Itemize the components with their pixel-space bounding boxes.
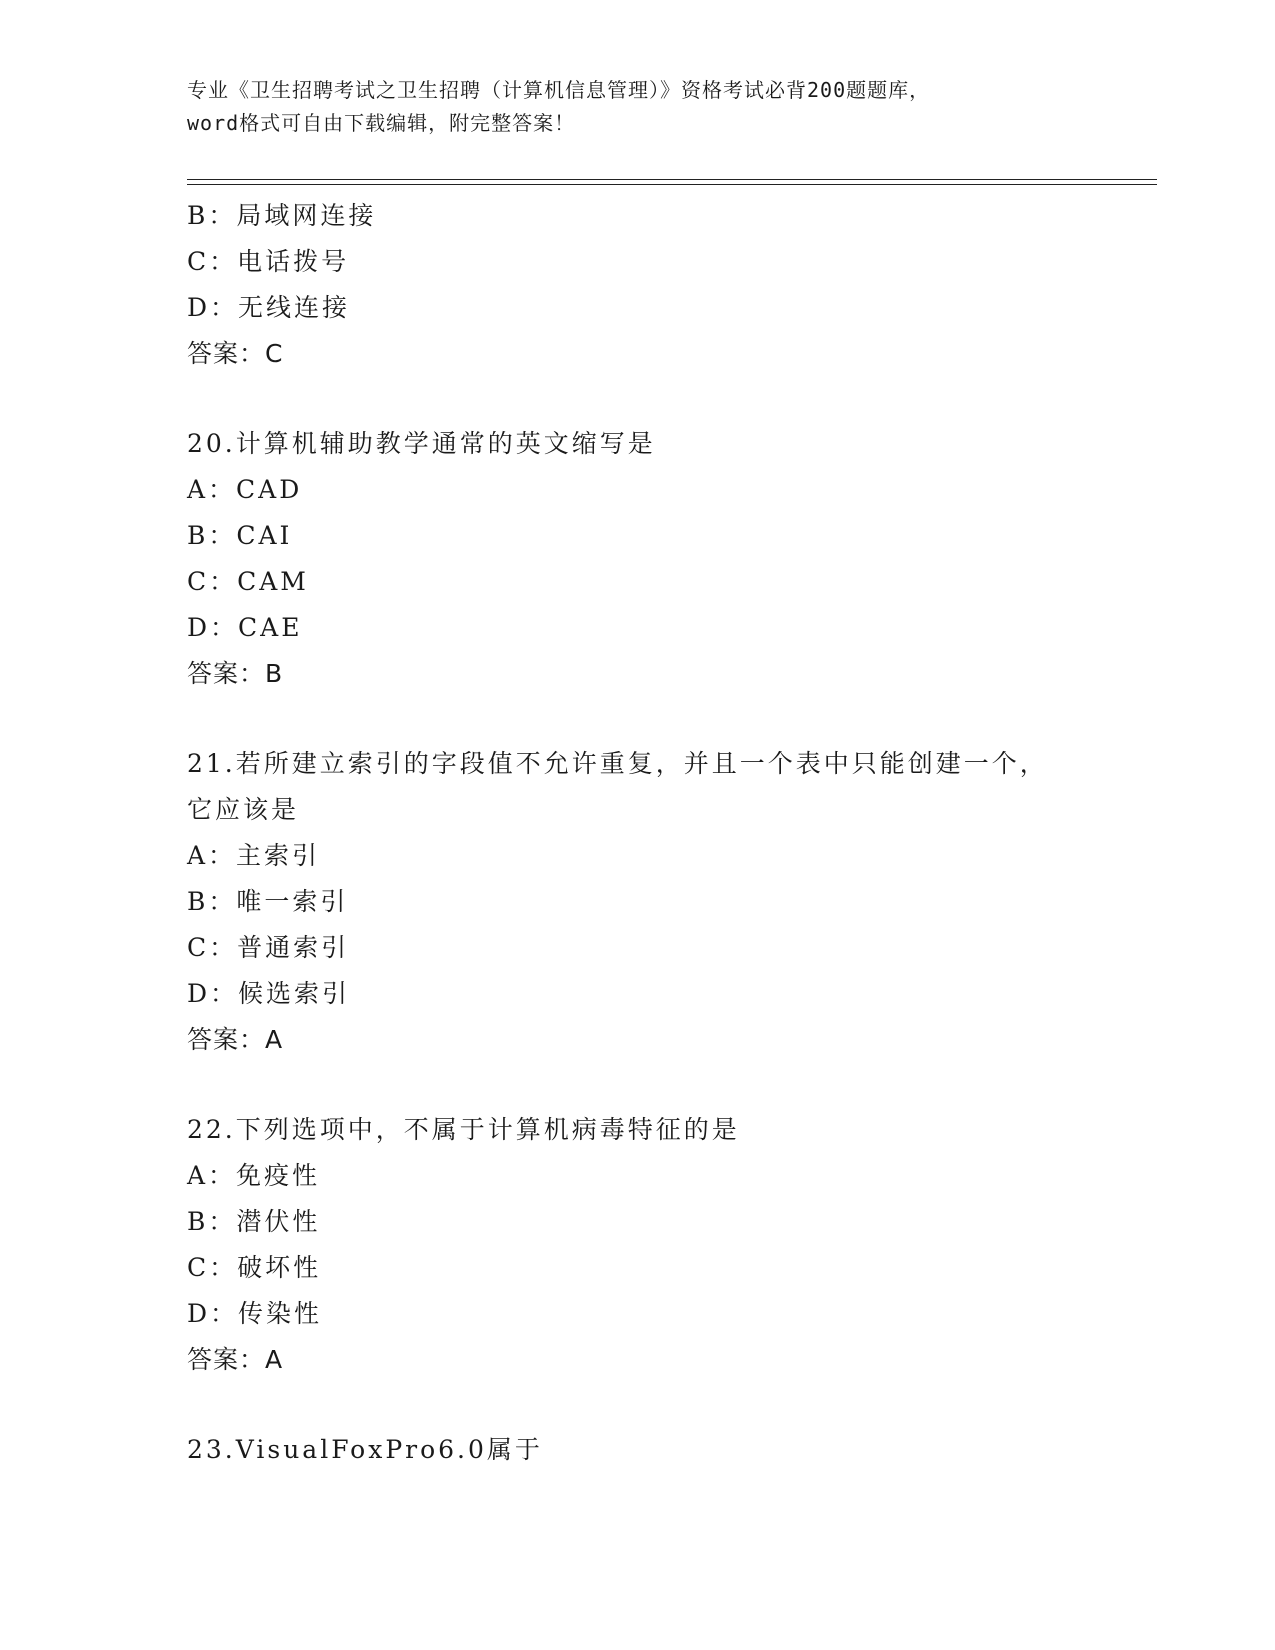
- document-header: [187, 74, 1087, 140]
- spacer: [187, 697, 1147, 741]
- option-b: B：唯一索引: [187, 887, 349, 916]
- option-b: B：局域网连接: [187, 201, 377, 230]
- question-19-fragment: [187, 193, 1147, 377]
- option-a: A：CAD: [187, 475, 303, 504]
- question-text: 23.VisualFoxPro6.0属于: [187, 1435, 543, 1464]
- option-d: D：传染性: [187, 1299, 323, 1328]
- spacer: [187, 1063, 1147, 1107]
- answer: 答案：B: [187, 659, 284, 688]
- option-c: C：电话拨号: [187, 247, 350, 276]
- header-divider-top: [187, 179, 1157, 180]
- question-text-line-1: 21.若所建立索引的字段值不允许重复，并且一个表中只能创建一个，: [187, 749, 1048, 778]
- option-b: B：潜伏性: [187, 1207, 321, 1236]
- option-d: D：无线连接: [187, 293, 351, 322]
- option-c: C：普通索引: [187, 933, 350, 962]
- option-d: D：候选索引: [187, 979, 351, 1008]
- question-list: [187, 193, 1147, 1473]
- option-a: A：免疫性: [187, 1161, 321, 1190]
- question-text-line-2: 它应该是: [187, 795, 300, 824]
- header-subtitle-line: word格式可自由下载编辑，附完整答案！: [187, 111, 576, 135]
- header-divider-bottom: [187, 184, 1157, 185]
- option-d: D：CAE: [187, 613, 303, 642]
- question-22: [187, 1107, 1147, 1383]
- question-23: [187, 1427, 1147, 1473]
- option-a: A：主索引: [187, 841, 321, 870]
- question-text: 22.下列选项中，不属于计算机病毒特征的是: [187, 1115, 740, 1144]
- option-b: B：CAI: [187, 521, 293, 550]
- spacer: [187, 377, 1147, 421]
- spacer: [187, 1383, 1147, 1427]
- option-c: C：CAM: [187, 567, 309, 596]
- question-20: [187, 421, 1147, 697]
- option-c: C：破坏性: [187, 1253, 322, 1282]
- answer: 答案：A: [187, 1025, 284, 1054]
- question-21: [187, 741, 1147, 1063]
- question-text: 20.计算机辅助教学通常的英文缩写是: [187, 429, 656, 458]
- answer: 答案：A: [187, 1345, 284, 1374]
- answer: 答案：C: [187, 339, 284, 368]
- header-title-line: 专业《卫生招聘考试之卫生招聘（计算机信息管理）》资格考试必背200题题库，: [187, 78, 931, 102]
